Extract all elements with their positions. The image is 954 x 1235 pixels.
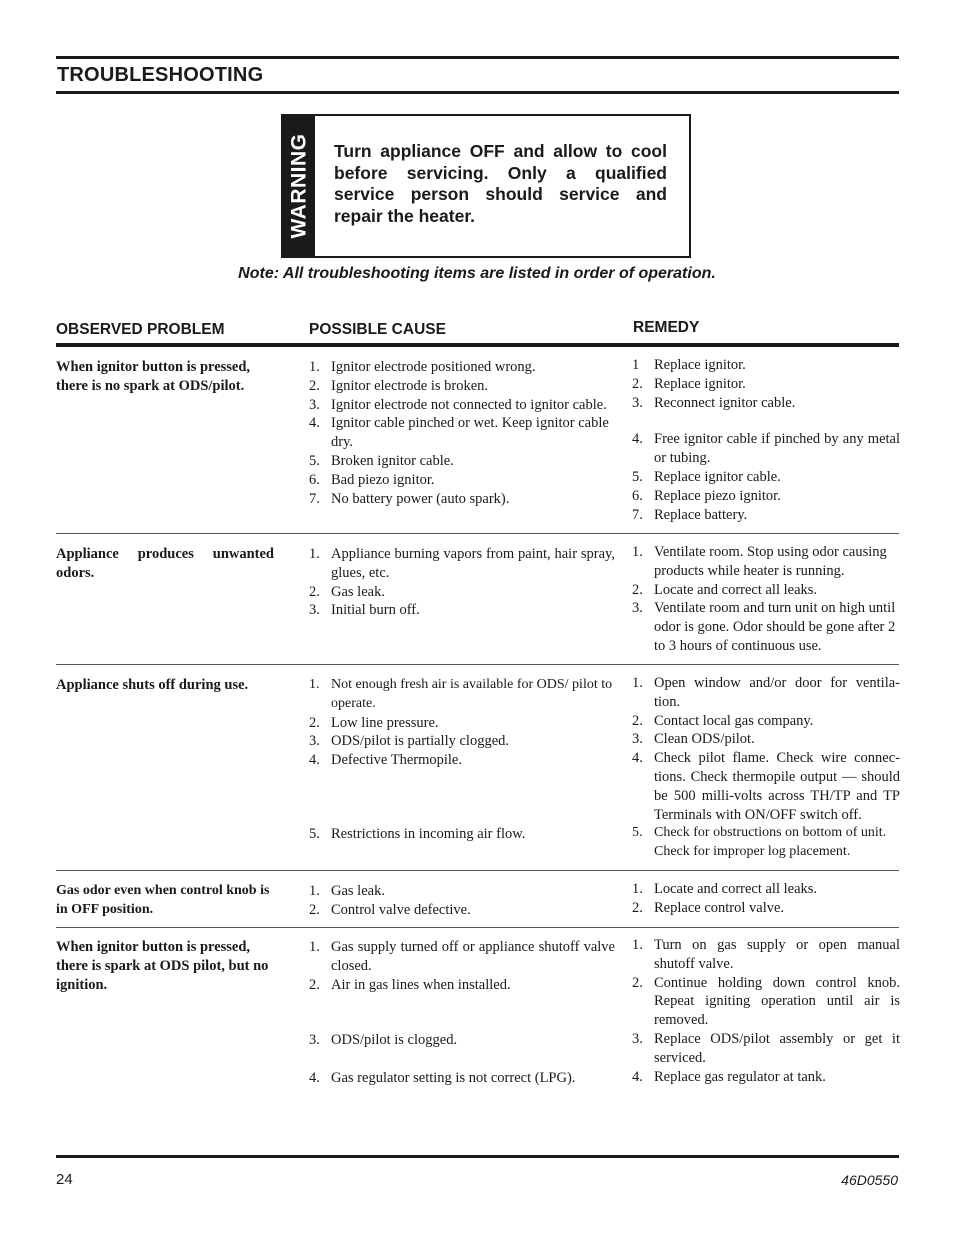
cause-text: Appliance burning vapors from paint, hair spray, glues, etc. [331,546,615,581]
column-header-remedy: REMEDY [633,319,700,336]
remedy-text: Clean ODS/pilot. [654,731,755,748]
cause-text: Gas supply turned off or appliance shutoff valve closed. [331,939,615,974]
warning-text: Turn appliance OFF and allow to cool before servicing. Only a qualified service person should service and repair the heater. [334,141,667,227]
remedy-item [632,581,900,600]
remedy-text: Check for obstructions on bottom of unit. Check for improper log placement. [654,825,887,860]
row-divider [56,927,899,928]
cause-text: No battery power (auto spark). [331,490,510,507]
remedy-number: 4. [632,1068,643,1085]
cause-item [309,676,615,714]
cause-text: Ignitor cable pinched or wet. Keep ignitor cable dry. [331,415,609,451]
page-title: TROUBLESHOOTING [57,64,264,86]
problem-text: Appliance produces unwanted odors. [56,546,274,581]
remedy-number: 2. [632,974,643,991]
remedy-list [632,543,900,656]
cause-text: Broken ignitor cable. [331,452,454,469]
cause-number: 1. [309,546,320,562]
remedy-number: 1. [632,937,643,953]
remedy-item [632,1068,900,1087]
cause-item [309,452,615,471]
cause-text: Bad piezo ignitor. [331,471,435,488]
cause-number: 3. [309,1032,320,1049]
cause-item [309,751,615,770]
cause-list [309,676,615,844]
remedy-item [632,974,900,1030]
cause-item [309,583,615,602]
remedy-text: Replace piezo ignitor. [654,487,781,504]
remedy-text: Contact local gas company. [654,712,814,729]
cause-number: 2. [309,583,320,600]
cause-number: 2. [309,377,320,394]
remedy-number: 1. [632,881,643,897]
remedy-text: Reconnect ignitor cable. [654,394,796,411]
remedy-number: 3. [632,600,643,617]
cause-number: 7. [309,490,320,507]
problem-text: Appliance shuts off during use. [56,677,249,693]
cause-item [309,377,615,396]
remedy-number: 3. [632,731,643,748]
cause-item [309,601,615,620]
cause-item [309,358,615,377]
remedy-number: 1 [632,357,640,373]
cause-text: Restrictions in incoming air flow. [331,825,526,842]
remedy-text: Replace ignitor cable. [654,468,781,485]
remedy-item [632,749,900,824]
warning-box [281,114,691,258]
title-underline [56,91,899,94]
remedy-list [632,936,900,1086]
remedy-list [632,674,900,862]
cause-text: Air in gas lines when installed. [331,976,511,993]
remedy-text: Continue holding down control knob. Repeat igniting operation until air is removed. [654,974,900,1029]
remedy-text: Replace control valve. [654,899,785,916]
remedy-number: 2. [632,712,643,729]
remedy-text: Free ignitor cable if pinched by any metal or tubing. [654,431,900,467]
cause-list [309,545,615,620]
remedy-text: Replace ignitor. [654,357,746,373]
remedy-item [632,730,900,749]
remedy-text: Locate and correct all leaks. [654,581,818,598]
cause-text: Ignitor electrode not connected to ignitor cable. [331,396,607,413]
cause-item [309,976,615,995]
cause-item [309,938,615,976]
remedy-number: 7. [632,506,643,523]
header-rule [56,343,899,347]
remedy-number: 3. [632,1030,643,1047]
remedy-item [632,430,900,468]
cause-item [309,545,615,583]
cause-text: Gas leak. [331,583,385,600]
cause-text: Control valve defective. [331,901,471,918]
cause-item [309,901,615,920]
remedy-text: Ventilate room. Stop using odor causing products while heater is running. [654,544,887,579]
remedy-item [632,599,900,655]
cause-number: 1. [309,677,320,692]
remedy-number: 1. [632,675,643,691]
warning-label-text: WARNING [287,133,310,239]
remedy-number: 4. [632,750,643,767]
document-code: 46D0550 [841,1172,898,1188]
cause-number: 1. [309,939,320,955]
remedy-item [632,468,900,487]
remedy-text: Ventilate room and turn unit on high until odor is gone. Odor should be gone after 2 to 3 hours of continuous use. [654,600,896,654]
remedy-item [632,543,900,581]
footer-rule [56,1155,899,1158]
remedy-number: 1. [632,544,643,560]
remedy-number: 6. [632,487,643,504]
cause-text: Ignitor electrode is broken. [331,377,489,394]
remedy-number: 2. [632,375,643,392]
problem-text: Gas odor even when control knob is in OFF position. [56,883,270,917]
cause-item [309,1069,615,1088]
remedy-item [632,936,900,974]
cause-number: 1. [309,359,320,375]
cause-item [309,882,615,901]
cause-list [309,358,615,508]
remedy-item [632,899,900,918]
remedy-text: Check pilot flame. Check wire connec-tions. Check thermopile output — should be 500 milli-volts across TH/TP and TP Terminals with ON/OFF switch off. [654,750,900,823]
remedy-item [632,880,900,899]
cause-text: Ignitor electrode positioned wrong. [331,359,536,375]
remedy-item [632,712,900,731]
remedy-number: 3. [632,394,643,411]
cause-text: Initial burn off. [331,602,420,619]
cause-number: 1. [309,883,320,899]
cause-text: ODS/pilot is clogged. [331,1032,458,1049]
cause-list [309,938,615,1088]
remedy-text: Replace ignitor. [654,375,746,392]
remedy-text: Replace gas regulator at tank. [654,1068,826,1085]
remedy-text: Replace battery. [654,506,748,523]
cause-number: 3. [309,602,320,619]
row-divider [56,533,899,534]
column-header-cause: POSSIBLE CAUSE [309,321,446,338]
warning-label [283,116,315,256]
cause-item [309,471,615,490]
cause-list [309,882,615,920]
remedy-list [632,880,900,918]
remedy-item [632,394,900,413]
remedy-list [632,356,900,524]
cause-number: 4. [309,752,320,769]
column-header-problem: OBSERVED PROBLEM [56,321,225,338]
row-divider [56,664,899,665]
remedy-item [632,487,900,506]
remedy-number: 5. [632,468,643,485]
cause-number: 5. [309,825,320,842]
remedy-item [632,356,900,375]
remedy-number: 5. [632,825,643,841]
problem-text: When ignitor button is pressed, there is spark at ODS pilot, but no ignition. [56,939,269,993]
cause-number: 4. [309,1070,320,1087]
cause-item [309,490,615,509]
cause-number: 2. [309,901,320,918]
remedy-item [632,375,900,394]
remedy-text: Open window and/or door for ventila-tion. [654,675,900,710]
cause-text: Not enough fresh air is available for ODS/ pilot to operate. [331,677,613,711]
remedy-text: Turn on gas supply or open manual shutoff valve. [654,937,900,972]
remedy-text: Locate and correct all leaks. [654,881,818,897]
remedy-number: 2. [632,581,643,598]
remedy-item [632,506,900,525]
row-divider [56,870,899,871]
cause-number: 3. [309,733,320,750]
cause-item [309,825,615,844]
cause-number: 6. [309,471,320,488]
cause-item [309,414,615,452]
cause-text: ODS/pilot is partially clogged. [331,733,510,750]
cause-item [309,714,615,733]
cause-text: Gas leak. [331,883,385,899]
problem-text: When ignitor button is pressed, there is no spark at ODS/pilot. [56,359,251,394]
cause-number: 2. [309,976,320,993]
cause-item [309,1031,615,1050]
remedy-text: Replace ODS/pilot assembly or get it serviced. [654,1030,900,1066]
cause-number: 3. [309,396,320,413]
note: Note: All troubleshooting items are listed in order of operation. [238,265,716,282]
cause-number: 5. [309,452,320,469]
remedy-item [632,674,900,712]
remedy-item [632,1030,900,1068]
top-rule [56,56,899,59]
page-number: 24 [56,1171,73,1188]
cause-item [309,732,615,751]
remedy-item [632,824,900,862]
cause-number: 4. [309,415,320,432]
remedy-number: 4. [632,431,643,448]
cause-item [309,396,615,415]
cause-text: Defective Thermopile. [331,752,462,769]
cause-number: 2. [309,714,320,731]
cause-text: Low line pressure. [331,714,439,731]
cause-text: Gas regulator setting is not correct (LPG). [331,1070,576,1087]
remedy-number: 2. [632,899,643,916]
